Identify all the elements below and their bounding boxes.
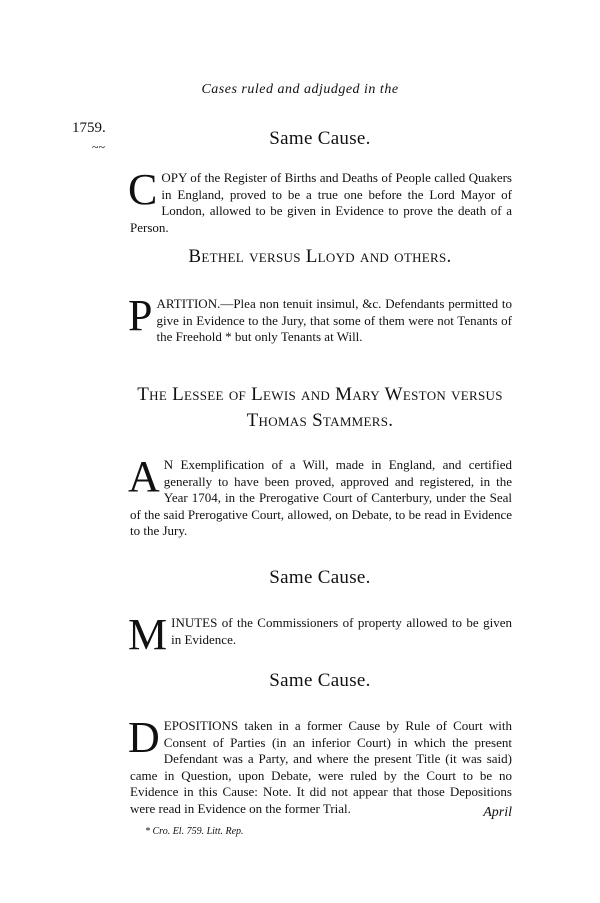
section-4-paragraph — [128, 610, 512, 659]
section-3-heading-line-2: Thomas Stammers. — [246, 410, 394, 431]
section-4-text: INUTES of the Commissioners of property allowed to be given in Evidence. — [171, 615, 512, 647]
running-head: Cases ruled and adjudged in the — [201, 82, 399, 97]
section-1-dropcap: C — [128, 165, 158, 214]
margin-year: 1759. — [72, 120, 106, 136]
section-4-dropcap: M — [128, 610, 168, 659]
section-5-heading: Same Cause. — [269, 670, 371, 691]
section-2-heading: Bethel versus Lloyd and others. — [188, 246, 452, 267]
margin-year-flourish: ~~ — [92, 140, 105, 154]
section-5-paragraph — [128, 713, 512, 817]
section-2-paragraph — [128, 291, 512, 346]
section-5-dropcap: D — [128, 713, 160, 762]
section-3-dropcap: A — [128, 452, 160, 501]
catchword: April — [483, 805, 512, 820]
section-3-text: N Exemplification of a Will, made in England, and certified generally to have been proved, approved and registered, in the Year 1704, in the Prerogative Court of Canterbury, under the Seal of the said Prerogative Court, allowed, on Debate, to be read in Evidence to the Jury. — [130, 457, 512, 538]
section-5-text: EPOSITIONS taken in a former Cause by Rule of Court with Consent of Parties (in an inferior Court) in which the present Defendant was a Party, and where the present Title (it was said) came in Question, upon Debate, were ruled by the Court to be no Evidence in this Cause: Note. It did not appear that those Depositions were read in Evidence on the former Trial. — [130, 718, 512, 816]
section-1-text: OPY of the Register of Births and Deaths of People called Quakers in England, proved to be a true one before the Lord Mayor of London, allowed to be given in Evidence to prove the death of a Person. — [130, 170, 512, 235]
section-1-paragraph — [128, 165, 512, 236]
section-2-text: ARTITION.—Plea non tenuit insimul, &c. Defendants permitted to give in Evidence to the Jury, that some of them were not Tenants of the Freehold * but only Tenants at Will. — [156, 296, 512, 344]
section-1-heading: Same Cause. — [269, 128, 371, 149]
footnote: * Cro. El. 759. Litt. Rep. — [145, 826, 244, 837]
section-3-paragraph — [128, 452, 512, 540]
section-4-heading: Same Cause. — [269, 567, 371, 588]
section-2-dropcap: P — [128, 291, 153, 340]
section-3-heading-line-1: The Lessee of Lewis and Mary Weston versus — [137, 384, 503, 405]
